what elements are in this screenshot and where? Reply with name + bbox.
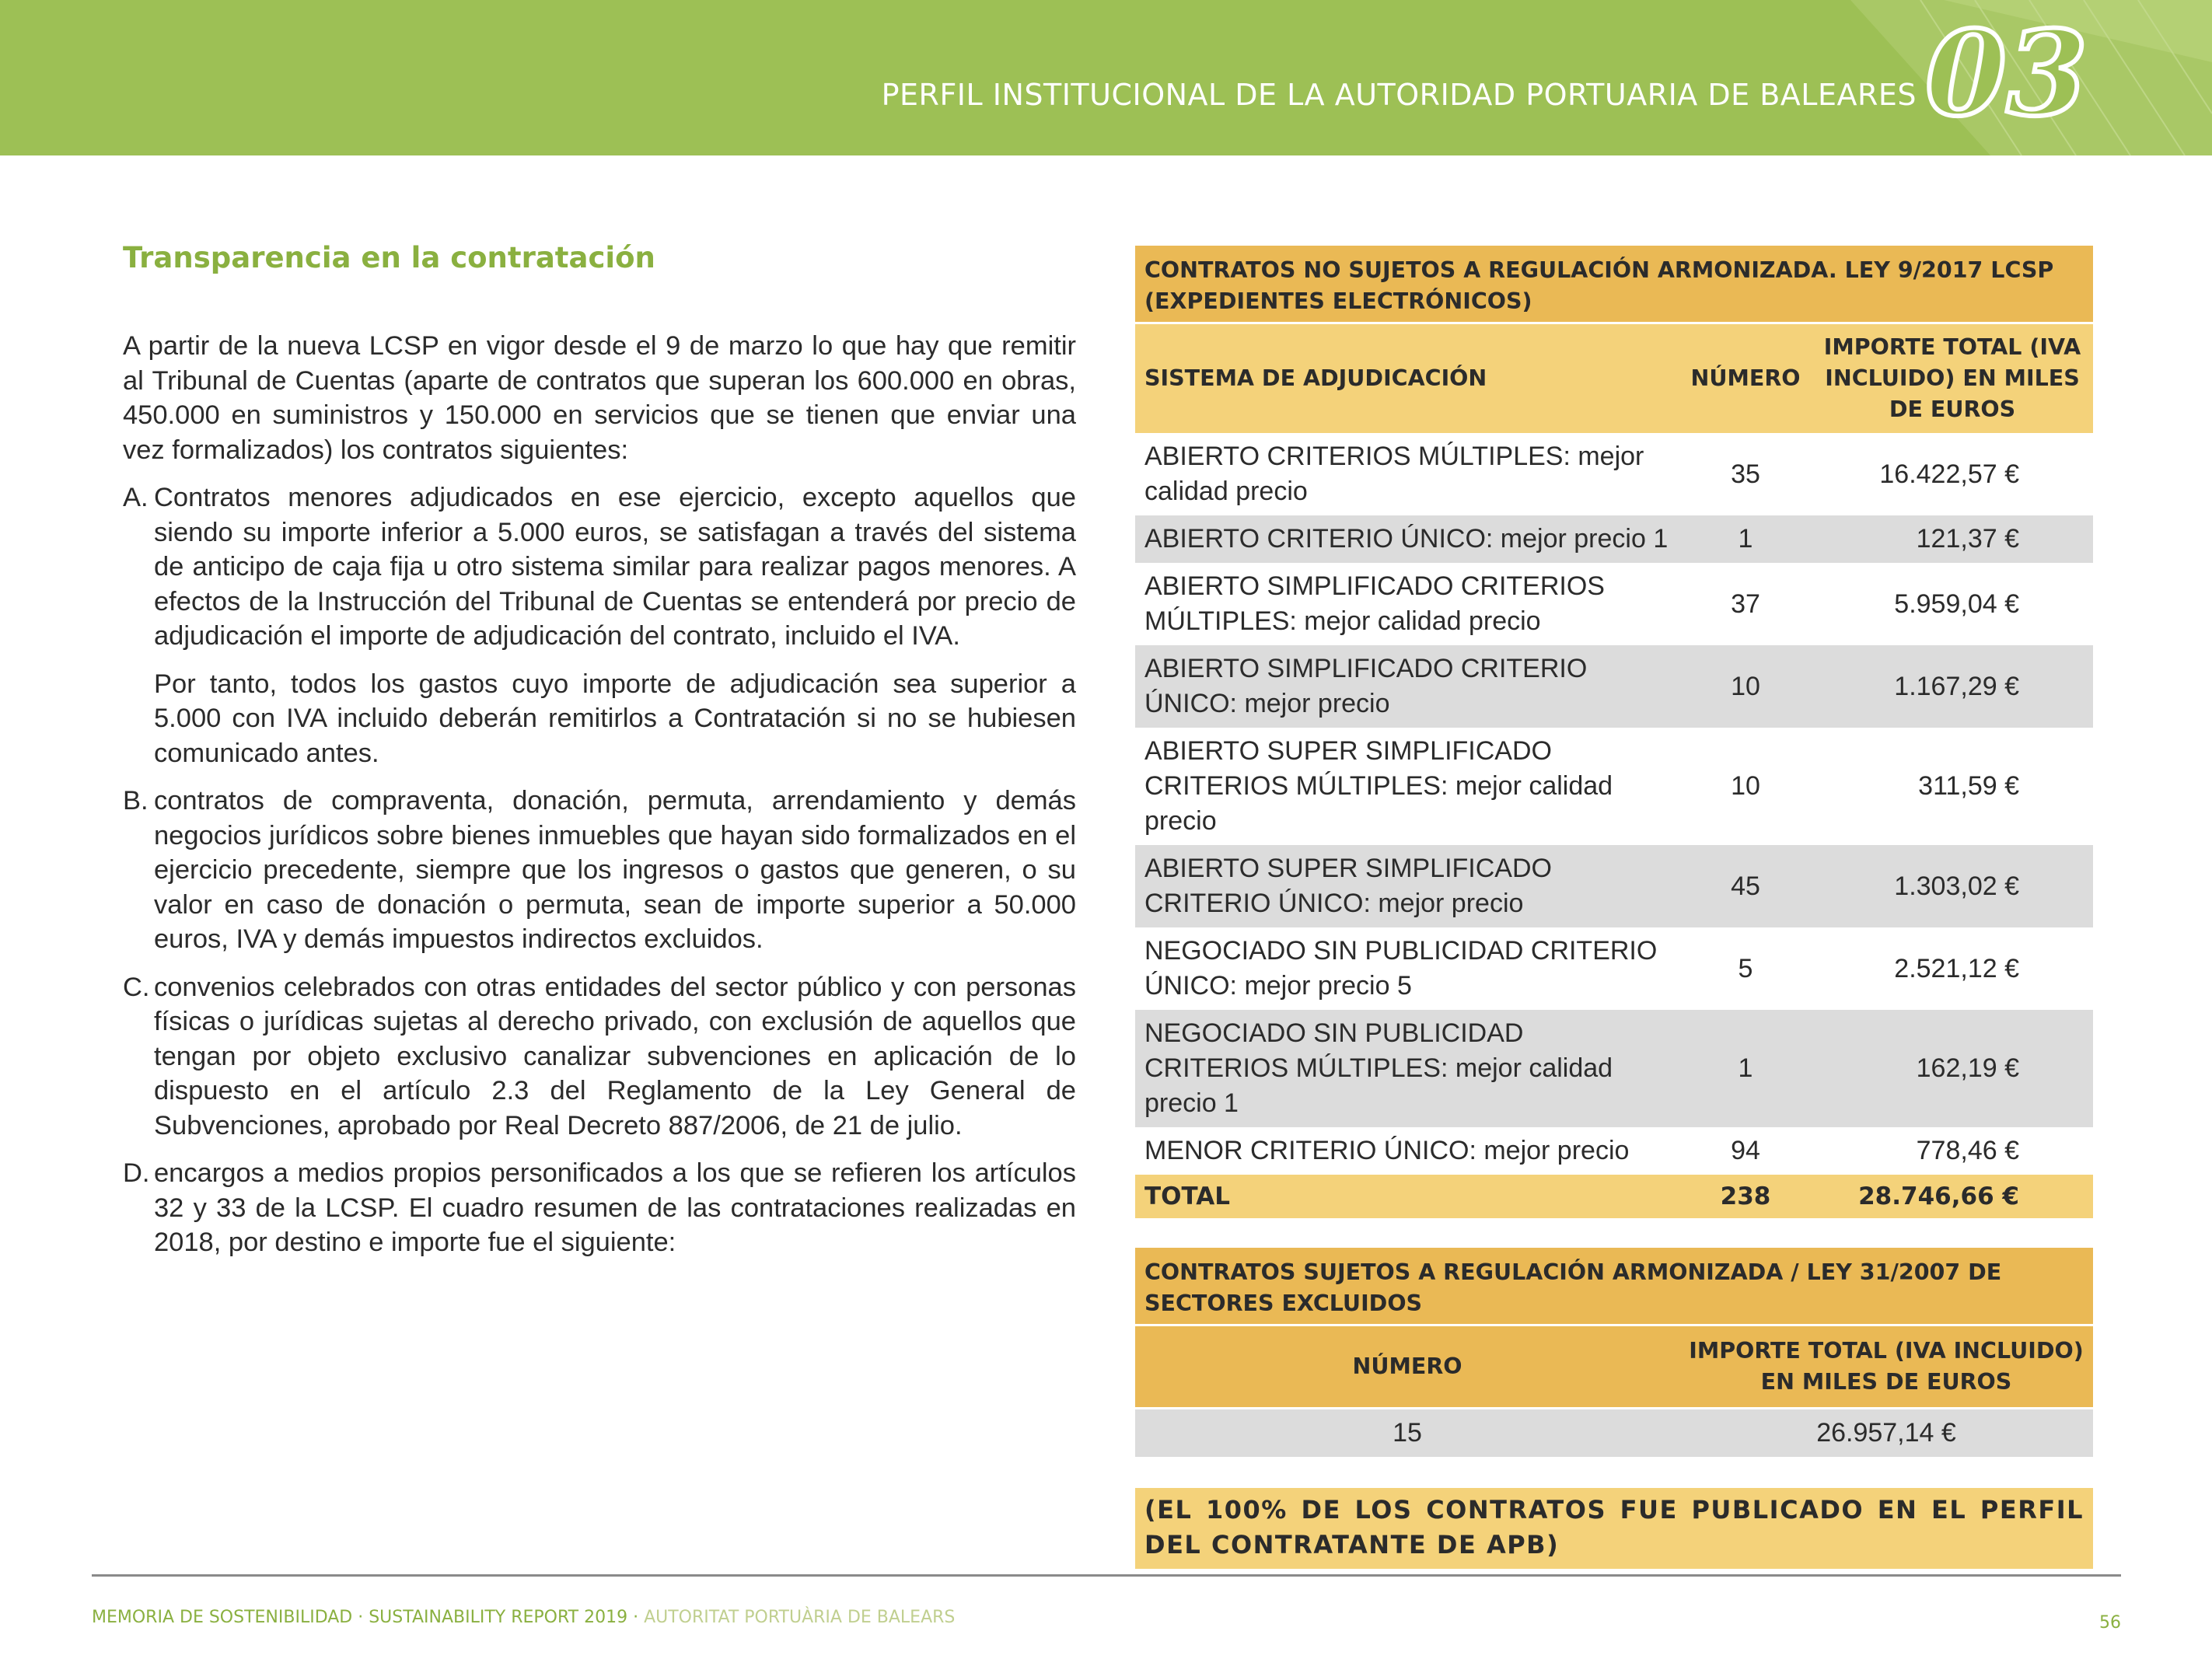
chapter-number: 03 [1925, 5, 2088, 142]
cell-numero: 35 [1679, 433, 1812, 515]
page-number: 56 [2099, 1613, 2121, 1633]
right-column [1135, 246, 2093, 1569]
cell-sistema: NEGOCIADO SIN PUBLICIDAD CRITERIO ÚNICO: mejor precio 5 [1135, 927, 1679, 1010]
footer-organization: AUTORITAT PORTUÀRIA DE BALEARS [644, 1608, 956, 1627]
table-row [1135, 1010, 2093, 1127]
list-item [123, 784, 1076, 957]
table-title: CONTRATOS SUJETOS A REGULACIÓN ARMONIZADA / LEY 31/2007 DE SECTORES EXCLUIDOS [1135, 1248, 2093, 1325]
column-header-importe: IMPORTE TOTAL (IVA INCLUIDO) EN MILES DE EUROS [1812, 323, 2093, 434]
footer-divider [92, 1574, 2121, 1577]
cell-importe: 26.957,14 € [1679, 1409, 2093, 1458]
total-label: TOTAL [1135, 1175, 1679, 1218]
cell-importe: 1.303,02 € [1812, 845, 2093, 927]
cell-numero: 15 [1135, 1409, 1679, 1458]
table-row [1135, 728, 2093, 845]
table-row [1135, 645, 2093, 728]
list-item [123, 480, 1076, 770]
list-item-text: contratos de compraventa, donación, permuta, arrendamiento y demás negocios jurídicos sobre bienes inmuebles que hayan sido formalizados en el ejercicio precedente, siempre que los ingresos o gastos que generen, o su valor en caso de donación o permuta, sean de importe superior a 50.000 euros, IVA y demás impuestos indirectos excluidos. [154, 786, 1076, 954]
table-row [1135, 433, 2093, 515]
section-title: Transparencia en la contratación [123, 241, 655, 274]
header-title: PERFIL INSTITUCIONAL DE LA AUTORIDAD PORTUARIA DE BALEARES [881, 78, 1917, 112]
list-item [123, 1156, 1076, 1260]
list-item-text: encargos a medios propios personificados a los que se refieren los artículos 32 y 33 de la LCSP. El cuadro resumen de las contrataciones realizadas en 2018, por destino e importe fue el siguiente: [154, 1158, 1076, 1257]
cell-numero: 37 [1679, 563, 1812, 645]
list-marker: D. [123, 1158, 150, 1188]
column-header-importe: IMPORTE TOTAL (IVA INCLUIDO) EN MILES DE EUROS [1679, 1325, 2093, 1409]
list-marker: B. [123, 786, 149, 816]
cell-numero: 45 [1679, 845, 1812, 927]
left-column [123, 241, 1076, 1273]
footer-report-name: MEMORIA DE SOSTENIBILIDAD · SUSTAINABILITY REPORT 2019 · [92, 1608, 645, 1627]
column-header-numero: NÚMERO [1679, 323, 1812, 434]
cell-importe: 311,59 € [1812, 728, 2093, 845]
list-item-text-continued: Por tanto, todos los gastos cuyo importe de adjudicación sea superior a 5.000 con IVA incluido deberán remitirlos a Contratación si no se hubiesen comunicado antes. [154, 669, 1076, 768]
list-item-text: Contratos menores adjudicados en ese ejercicio, excepto aquellos que siendo su importe inferior a 5.000 euros, se satisfagan a través del sistema de anticipo de caja fija u otro sistema similar para realizar pagos menores. A efectos de la Instrucción del Tribunal de Cuentas se entenderá por precio de adjudicación el importe de adjudicación del contrato, incluido el IVA. [154, 483, 1076, 651]
intro-paragraph: A partir de la nueva LCSP en vigor desde el 9 de marzo lo que hay que remitir al Tribunal de Cuentas (aparte de contratos que superan los 600.000 en obras, 450.000 en suministros y 150.000 en servicios que se tienen que enviar una vez formalizados) los contratos siguientes: [123, 331, 1076, 465]
cell-importe: 162,19 € [1812, 1010, 2093, 1127]
list-marker: A. [123, 483, 149, 512]
column-header-sistema: SISTEMA DE ADJUDICACIÓN [1135, 323, 1679, 434]
cell-sistema: ABIERTO CRITERIO ÚNICO: mejor precio 1 [1135, 515, 1679, 563]
page-header [0, 0, 2212, 155]
table-total-row [1135, 1175, 2093, 1218]
publication-note: (EL 100% DE LOS CONTRATOS FUE PUBLICADO EN EL PERFIL DEL CONTRATANTE DE APB) [1135, 1488, 2093, 1569]
table-row [1135, 563, 2093, 645]
cell-sistema: ABIERTO SIMPLIFICADO CRITERIO ÚNICO: mejor precio [1135, 645, 1679, 728]
cell-numero: 94 [1679, 1127, 1812, 1175]
cell-importe: 16.422,57 € [1812, 433, 2093, 515]
cell-importe: 121,37 € [1812, 515, 2093, 563]
cell-importe: 778,46 € [1812, 1127, 2093, 1175]
cell-importe: 5.959,04 € [1812, 563, 2093, 645]
list-item [123, 970, 1076, 1144]
cell-numero: 10 [1679, 645, 1812, 728]
cell-numero: 10 [1679, 728, 1812, 845]
table-row [1135, 515, 2093, 563]
contracts-table-non-harmonized [1135, 246, 2093, 1218]
table-row [1135, 1127, 2093, 1175]
total-importe: 28.746,66 € [1812, 1175, 2093, 1218]
cell-sistema: ABIERTO SIMPLIFICADO CRITERIOS MÚLTIPLES: mejor calidad precio [1135, 563, 1679, 645]
cell-numero: 5 [1679, 927, 1812, 1010]
table-title: CONTRATOS NO SUJETOS A REGULACIÓN ARMONIZADA. LEY 9/2017 LCSP (EXPEDIENTES ELECTRÓNICOS) [1135, 246, 2093, 323]
table-row [1135, 927, 2093, 1010]
total-numero: 238 [1679, 1175, 1812, 1218]
table-row [1135, 845, 2093, 927]
cell-importe: 2.521,12 € [1812, 927, 2093, 1010]
list-marker: C. [123, 972, 150, 1002]
footer-text [92, 1608, 955, 1627]
table-row [1135, 1409, 2093, 1458]
cell-sistema: NEGOCIADO SIN PUBLICIDAD CRITERIOS MÚLTIPLES: mejor calidad precio 1 [1135, 1010, 1679, 1127]
list-item-text: convenios celebrados con otras entidades del sector público y con personas físicas o jurídicas sujetas al derecho privado, con exclusión de aquellos que tengan por objeto exclusivo canalizar subvenciones en aplicación de lo dispuesto en el artículo 2.3 del Reglamento de la Ley General de Subvenciones, aprobado por Real Decreto 887/2006, de 21 de julio. [154, 972, 1076, 1140]
cell-importe: 1.167,29 € [1812, 645, 2093, 728]
cell-numero: 1 [1679, 515, 1812, 563]
cell-numero: 1 [1679, 1010, 1812, 1127]
cell-sistema: ABIERTO SUPER SIMPLIFICADO CRITERIOS MÚLTIPLES: mejor calidad precio [1135, 728, 1679, 845]
cell-sistema: ABIERTO SUPER SIMPLIFICADO CRITERIO ÚNICO: mejor precio [1135, 845, 1679, 927]
cell-sistema: MENOR CRITERIO ÚNICO: mejor precio [1135, 1127, 1679, 1175]
column-header-numero: NÚMERO [1135, 1325, 1679, 1409]
cell-sistema: ABIERTO CRITERIOS MÚLTIPLES: mejor calidad precio [1135, 433, 1679, 515]
contracts-table-harmonized [1135, 1248, 2093, 1457]
